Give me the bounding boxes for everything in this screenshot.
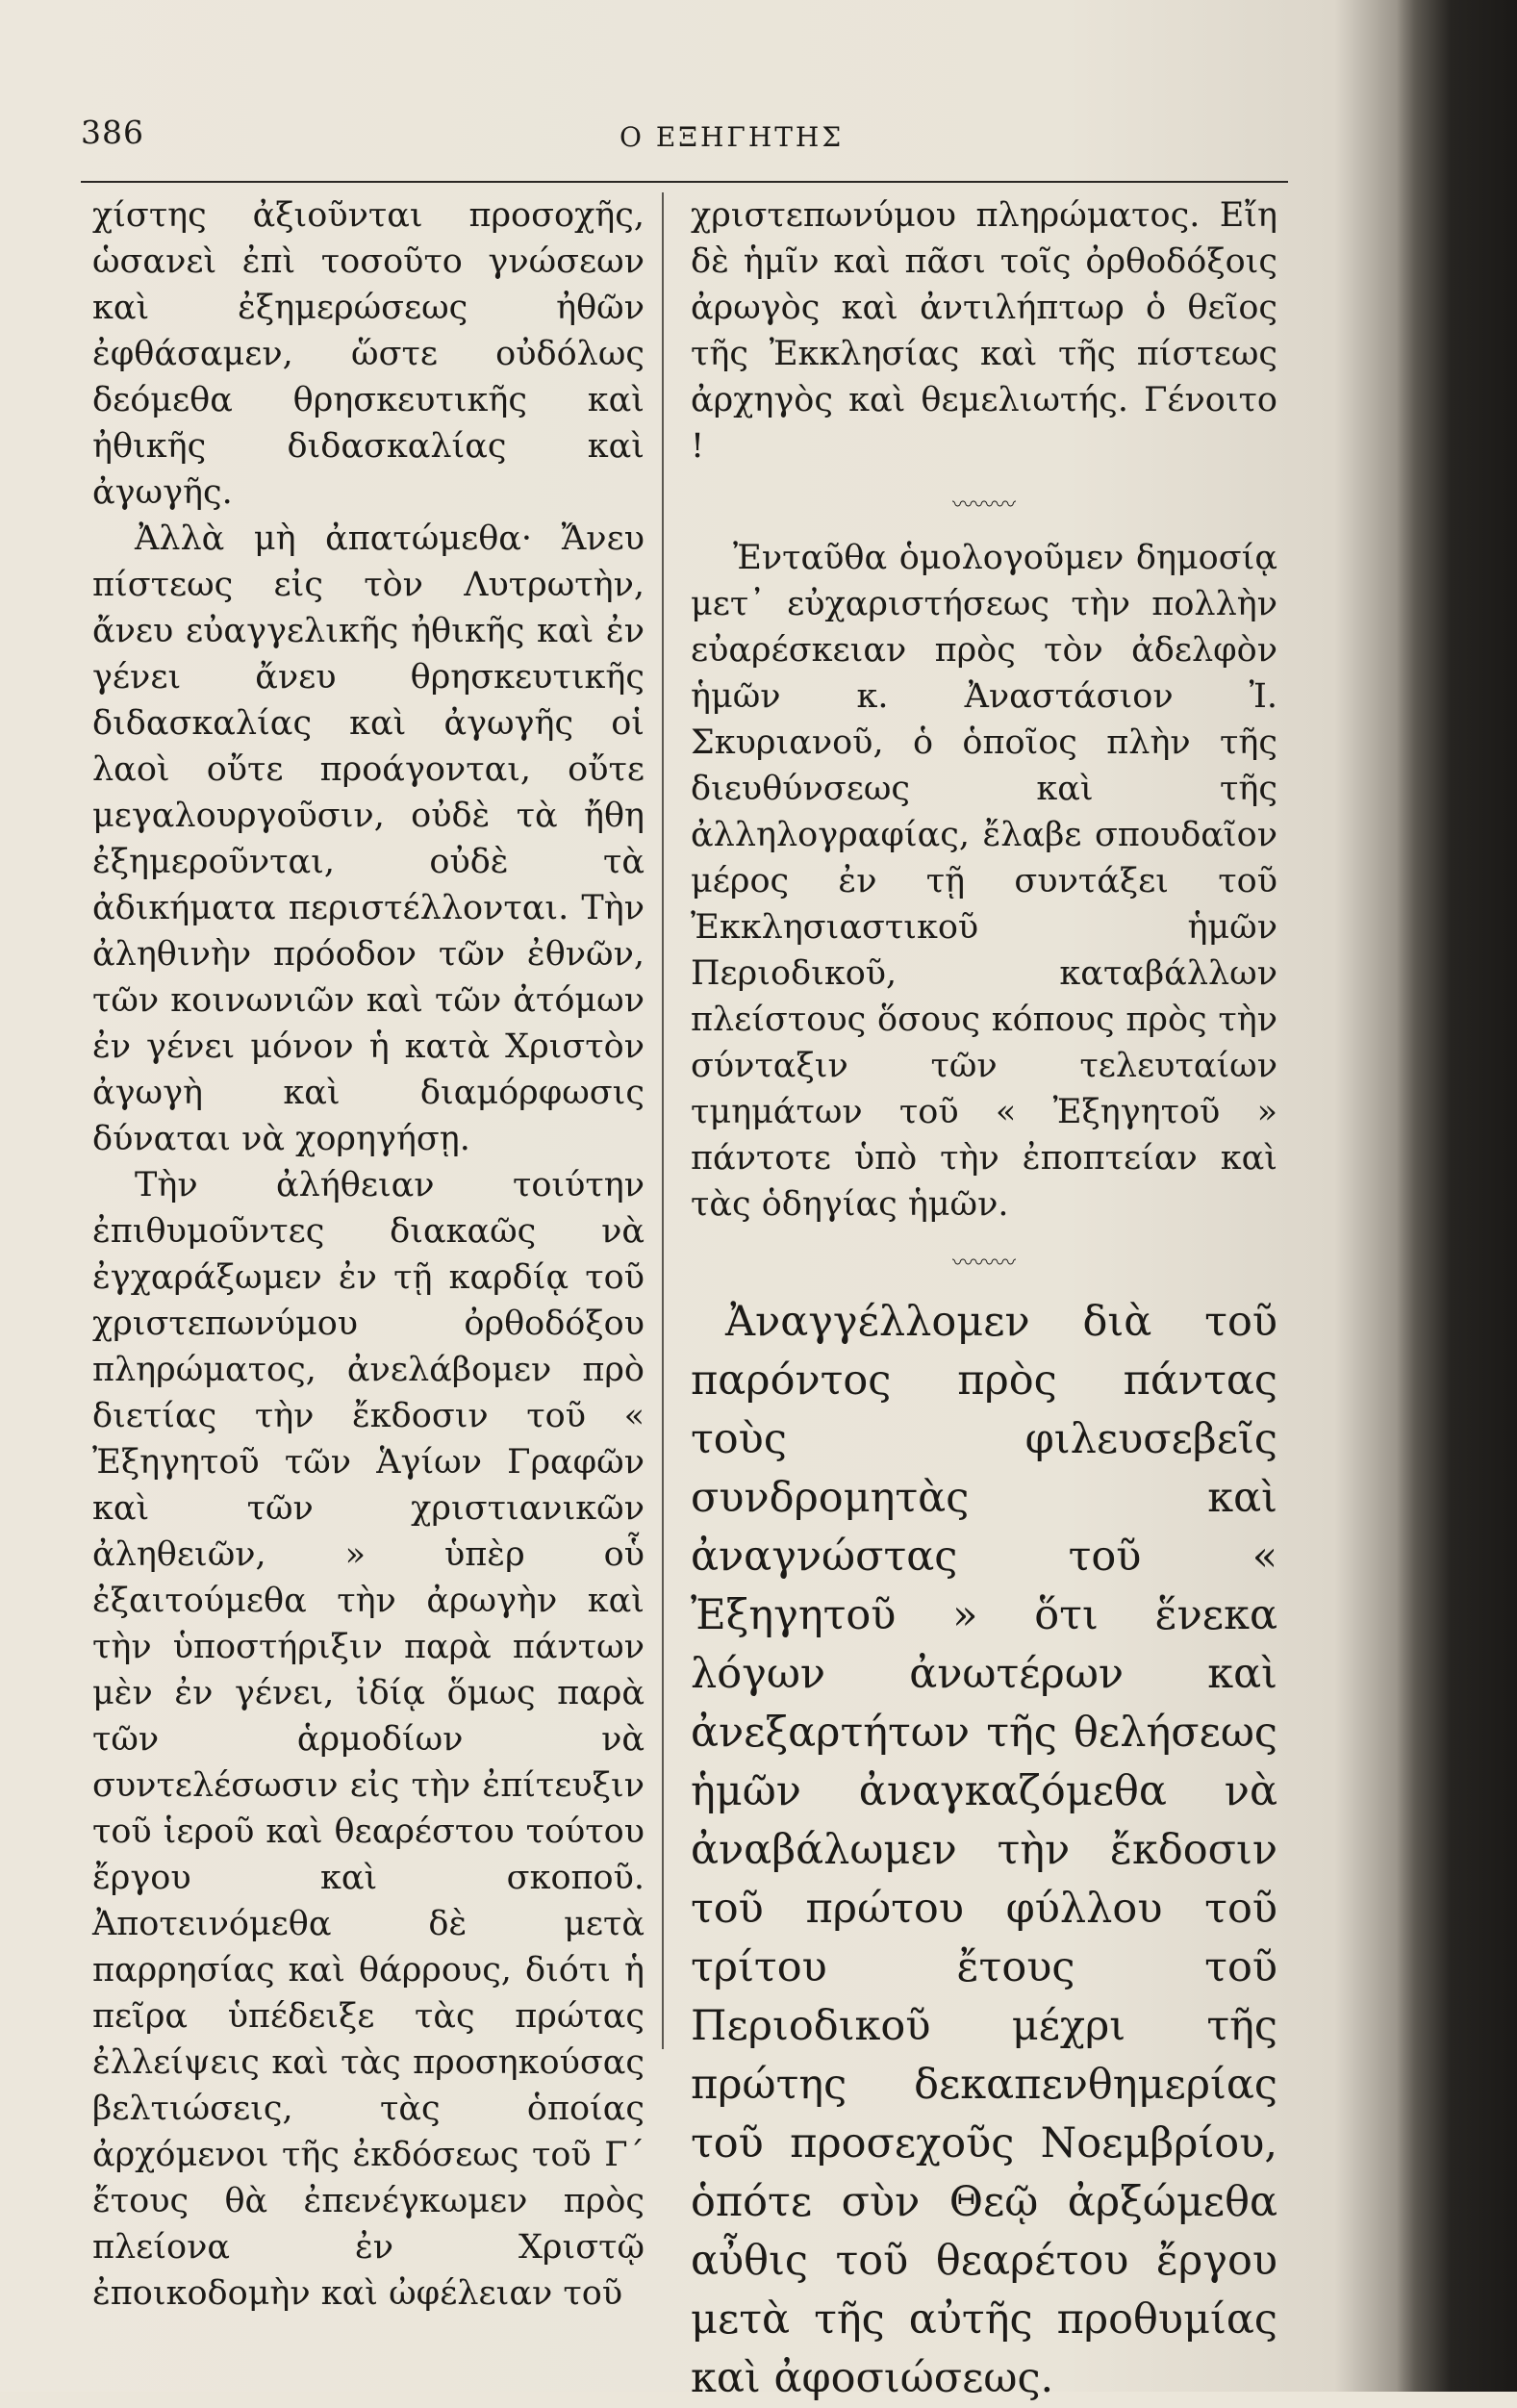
right-column (691, 192, 1277, 2408)
paragraph: Τὴν ἀλήθειαν τοιύτην ἐπιθυμοῦντες διακαῶς νὰ ἐγχαράξωμεν ἐν τῇ καρδίᾳ τοῦ χριστεπωνύμου ὀρθοδόξου πληρώματος, ἀνελάβομεν πρὸ διετίας τὴν ἔκδοσιν τοῦ « Ἐξηγητοῦ τῶν Ἁγίων Γραφῶν καὶ τῶν χριστιανικῶν ἀληθειῶν, » ὑπὲρ οὗ ἐξαιτούμεθα τὴν ἀρωγὴν καὶ τὴν ὑποστήριξιν παρὰ πάντων μὲν ἐν γένει, ἰδίᾳ ὅμως παρὰ τῶν ἁρμοδίων νὰ συντελέσωσιν εἰς τὴν ἐπίτευξιν τοῦ ἱεροῦ καὶ θεαρέστου τούτου ἔργου καὶ σκοποῦ. Ἀποτεινόμεθα δὲ μετὰ παρρησίας καὶ θάρρους, διότι ἡ πεῖρα ὑπέδειξε τὰς πρώτας ἐλλείψεις καὶ τὰς προσηκούσας βελτιώσεις, τὰς ὁποίας ἀρχόμενοι τῆς ἐκδόσεως τοῦ Γ´ ἔτους θὰ ἐπενέγκωμεν πρὸς πλείονα ἐν Χριστῷ ἐποικοδομὴν καὶ ὠφέλειαν τοῦ (92, 1166, 645, 2313)
left-column (92, 192, 645, 2317)
paragraph-continuation: χίστης ἀξιοῦνται προσοχῆς, ὡσανεὶ ἐπὶ τοσοῦτο γνώσεων καὶ ἐξημερώσεως ἠθῶν ἐφθάσαμεν, ὥστε οὐδόλως δεόμεθα θρησκευτικῆς καὶ ἠθικῆς διδασκαλίας καὶ ἀγωγῆς. (92, 196, 645, 512)
paragraph-continuation: χριστεπωνύμου πληρώματος. Εἴη δὲ ἡμῖν καὶ πᾶσι τοῖς ὀρθοδόξοις ἀρωγὸς καὶ ἀντιλήπτωρ ὁ θεῖος τῆς Ἐκκλησίας καὶ τῆς πίστεως ἀρχηγὸς καὶ θεμελιωτής. Γένοιτο ! (691, 196, 1277, 466)
running-title: Ο ΕΞΗΓΗΤΗΣ (619, 121, 845, 153)
ornament-divider: 〰〰〰 (951, 494, 1016, 518)
announcement-paragraph: Ἀναγγέλλομεν διὰ τοῦ παρόντος πρὸς πάντας τοὺς φιλευσεβεῖς συνδρομητὰς καὶ ἀναγνώστας τοῦ « Ἐξηγητοῦ » ὅτι ἕνεκα λόγων ἀνωτέρων καὶ ἀνεξαρτήτων τῆς θελήσεως ἡμῶν ἀναγκαζόμεθα νὰ ἀναβάλωμεν τὴν ἔκδοσιν τοῦ πρώτου φύλλου τοῦ τρίτου ἔτους τοῦ Περιοδικοῦ μέχρι τῆς πρώτης δεκαπενθημερίας τοῦ προσεχοῦς Νοεμβρίου, ὁπότε σὺν Θεῷ ἀρξώμεθα αὖθις τοῦ θεαρέτου ἔργου μετὰ τῆς αὐτῆς προθυμίας καὶ ἀφοσιώσεως. (691, 1298, 1277, 2402)
column-divider (662, 192, 664, 2049)
paragraph: Ἀλλὰ μὴ ἀπατώμεθα· Ἄνευ πίστεως εἰς τὸν Λυτρωτὴν, ἄνευ εὐαγγελικῆς ἠθικῆς καὶ ἐν γένει ἄνευ θρησκευτικῆς διδασκαλίας καὶ ἀγωγῆς οἱ λαοὶ οὔτε προάγονται, οὔτε μεγαλουργοῦσιν, οὐδὲ τὰ ἤθη ἐξημεροῦνται, οὐδὲ τὰ ἀδικήματα περιστέλλονται. Τὴν ἀληθινὴν πρόοδον τῶν ἐθνῶν, τῶν κοινωνιῶν καὶ τῶν ἀτόμων ἐν γένει μόνον ἡ κατὰ Χριστὸν ἀγωγὴ καὶ διαμόρφωσις δύναται νὰ χορηγήσῃ. (92, 520, 645, 1158)
page-number: 386 (81, 114, 144, 151)
page-header (81, 114, 1283, 162)
header-rule (81, 181, 1288, 183)
book-binding-edge (1397, 0, 1517, 2392)
acknowledgement-paragraph: Ἐνταῦθα ὁμολογοῦμεν δημοσίᾳ μετ᾽ εὐχαριστήσεως τὴν πολλὴν εὐαρέσκειαν πρὸς τὸν ἀδελφὸν ἡμῶν κ. Ἀναστάσιον Ἰ. Σκυριανοῦ, ὁ ὁποῖος πλὴν τῆς διευθύνσεως καὶ τῆς ἀλληλογραφίας, ἔλαβε σπουδαῖον μέρος ἐν τῇ συντάξει τοῦ Ἐκκλησιαστικοῦ ἡμῶν Περιοδικοῦ, καταβάλλων πλείστους ὅσους κόπους πρὸς τὴν σύνταξιν τῶν τελευταίων τμημάτων τοῦ « Ἐξηγητοῦ » πάντοτε ὑπὸ τὴν ἐποπτείαν καὶ τὰς ὁδηγίας ἡμῶν. (691, 539, 1277, 1224)
ornament-divider: 〰〰〰 (951, 1252, 1016, 1276)
